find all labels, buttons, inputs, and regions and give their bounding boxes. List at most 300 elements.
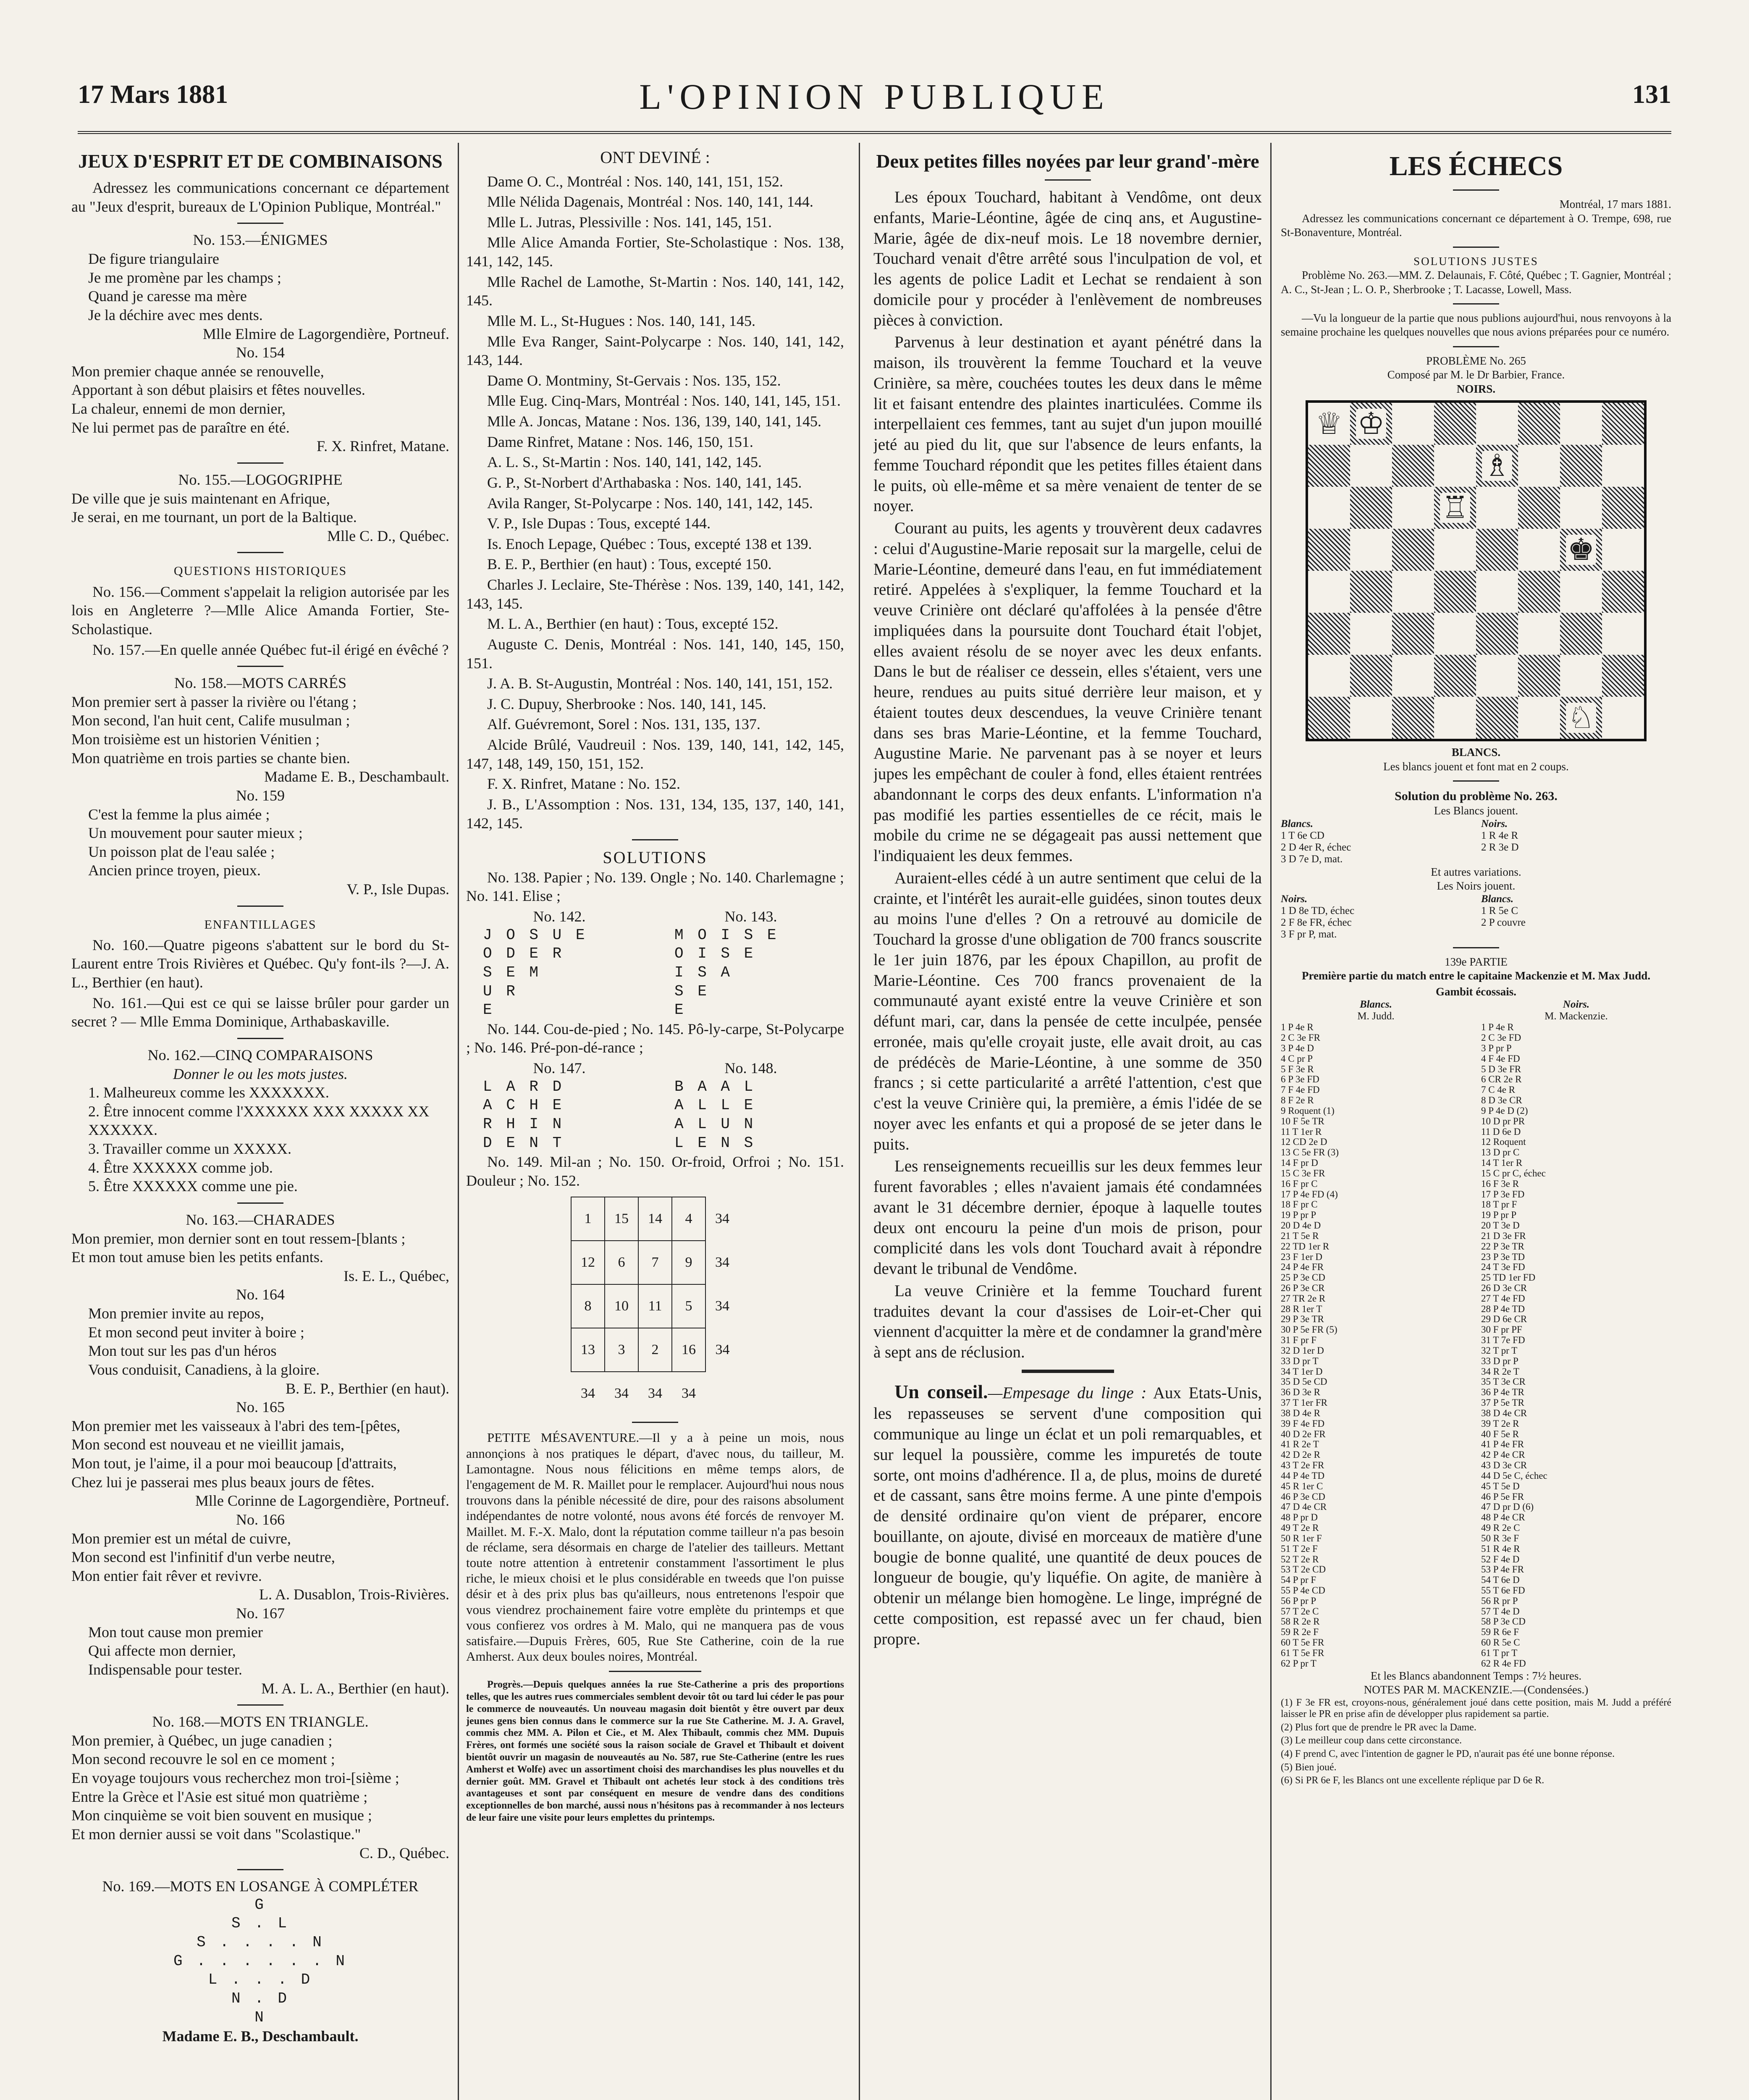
move: 31 F pr F — [1281, 1335, 1316, 1346]
move: 22 P 3e TR — [1481, 1241, 1524, 1252]
move: 24 T 3e FD — [1481, 1262, 1525, 1273]
conseil-body: Aux Etats-Unis, les repasseuses se servent d'une composition qui communique au linge un éclat et un poli remarquables, et sur lequel la poussière, comme les impuretés de toute sorte, ont moins d'adhérence. Il a, de plus, moins de dureté et de cassant, sans être moins ferme. A une pinte d'empois de densité ordinaire qu'on vient de préparer, encore bouillante, on ajoute, divisé en morceaux de matière d'une bougie de bonne qualité, une quantité de deux pouces de longueur de bougie, qu'y liquéfie. On agite, de manière à obtenir un mélange bien homogène. Le linge, imprégné de cette composition, est repassé avec un fer chaud, bien propre. — [873, 1383, 1262, 1648]
solver-entry: Mlle M. L., St-Hugues : Nos. 140, 141, 145. — [487, 312, 755, 329]
solution-label: No. 142. — [533, 908, 586, 925]
solution-columns — [1281, 818, 1671, 830]
chess-board — [1306, 400, 1647, 741]
article-paragraph: Les époux Touchard, habitant à Vendôme, ont deux enfants, Marie-Léontine, âgée de cinq ans, et Augustine-Marie, âgée de dix-neuf mois. Le 18 novembre dernier, Touchard venait d'être arrêté sous l'inculpation de vol, et les agents de police Ladit et Lechat se rendaient à son domicile pour y procéder à l'enlèvement de nombreuses pièces à conviction. — [873, 188, 1262, 329]
verse-line: N — [254, 2008, 266, 2026]
move: 32 D 1er D — [1281, 1345, 1324, 1356]
solution-grid-pair — [466, 907, 844, 1020]
move: 60 T 5e FR — [1281, 1637, 1324, 1648]
move: 10 D pr PR — [1481, 1116, 1525, 1126]
solver-entry: V. P., Isle Dupas : Tous, excepté 144. — [487, 515, 711, 532]
board-square — [1602, 403, 1644, 445]
solution-columns — [1281, 893, 1671, 905]
board-square — [1434, 697, 1476, 739]
column-solvers — [466, 147, 844, 2100]
board-square — [1518, 403, 1560, 445]
solver-entry: Dame O. C., Montréal : Nos. 140, 141, 151, 152. — [487, 173, 783, 190]
move: 3 P pr P — [1481, 1042, 1512, 1053]
board-square — [1350, 571, 1392, 613]
move: 2 R 3e D — [1481, 841, 1519, 853]
move: 46 P 5e FR — [1481, 1491, 1524, 1502]
move: 53 T 2e CD — [1281, 1564, 1326, 1575]
row-sum: 34 — [715, 1342, 730, 1358]
verse-line: Je me promène par les champs ; — [88, 269, 281, 286]
verse-line: Mon premier sert à passer la rivière ou l'étang ; — [71, 693, 357, 710]
board-square — [1560, 487, 1602, 529]
solver-entry: Mlle L. Jutras, Plessiville : Nos. 141, 145, 151. — [487, 213, 772, 231]
separator — [237, 666, 283, 667]
puzzle-author: C. D., Québec. — [359, 1844, 449, 1861]
verse-line: Un poisson plat de l'eau salée ; — [88, 843, 275, 860]
board-square — [1602, 613, 1644, 655]
column-label: Noirs. — [1481, 818, 1508, 830]
puzzle-verse — [88, 1304, 449, 1379]
board-square — [1434, 655, 1476, 697]
magic-cell: 1 — [571, 1197, 605, 1241]
solver-entry: M. L. A., Berthier (en haut) : Tous, excepté 152. — [487, 615, 779, 633]
newspaper-title: L'OPINION PUBLIQUE — [639, 76, 1110, 117]
column-divider — [1270, 143, 1272, 2100]
board-square — [1560, 529, 1602, 571]
puzzle-author: Mlle Corinne de Lagorgendière, Portneuf. — [195, 1492, 449, 1509]
move: 18 F pr C — [1281, 1199, 1318, 1210]
puzzle-heading: No. 154 — [236, 344, 285, 361]
verse-line: Chez lui je passerai mes plus beaux jours de fêtes. — [71, 1473, 375, 1491]
solution-label: No. 148. — [724, 1060, 777, 1077]
solutions-list: Problème No. 263.—MM. Z. Delaunais, F. Côté, Québec ; T. Gagnier, Montréal ; A. C., St-Jean ; L. O. P., Sherbrooke ; T. Lacasse, Lowell, Mass. — [1281, 269, 1671, 296]
column-sum: 34 — [614, 1386, 629, 1402]
board-square — [1308, 487, 1350, 529]
solver-entry: J. B., L'Assomption : Nos. 131, 134, 135, 137, 140, 141, 142, 145. — [466, 795, 844, 832]
move: 8 F 2e R — [1281, 1095, 1314, 1106]
row-sum: 34 — [715, 1211, 729, 1227]
puzzle-author: Madame E. B., Deschambault. — [162, 2028, 359, 2045]
move: 47 D pr D (6) — [1481, 1502, 1534, 1512]
word-row: E — [483, 1001, 495, 1019]
solver-entry: Is. Enoch Lepage, Québec : Tous, excepté 138 et 139. — [487, 535, 812, 552]
white-bishop-icon: ♗ — [1482, 451, 1513, 481]
verse-line: Je la déchire avec mes dents. — [88, 306, 263, 323]
magic-square — [571, 1197, 739, 1415]
column-label: Blancs. — [1481, 893, 1514, 905]
board-square — [1350, 445, 1392, 487]
solution-text: No. 144. Cou-de-pied ; No. 145. Pô-ly-carpe, St-Polycarpe ; No. 146. Pré-pon-dé-rance ; — [466, 1020, 844, 1056]
verse-line: Mon premier, mon dernier sont en tout ressem-[blants ; — [71, 1230, 406, 1247]
column-chess — [1281, 147, 1671, 2100]
move: 18 T pr F — [1481, 1199, 1517, 1210]
move: 1 D 8e TD, échec — [1281, 905, 1355, 916]
solver-entry: Avila Ranger, St-Polycarpe : Nos. 140, 141, 142, 145. — [487, 494, 813, 512]
move: 1 R 4e R — [1481, 830, 1518, 841]
move: 62 R 4e FD — [1481, 1658, 1526, 1669]
move: 56 P pr P — [1281, 1595, 1316, 1606]
verse-line: Vous conduisit, Canadiens, à la gloire. — [88, 1361, 320, 1378]
ad-body: —Il y a à peine un mois, nous annonçions à nos pratiques le départ, d'avec nous, du tailleur, M. Lamontagne. Nous nous félicitions en même temps alors, de l'engagement de M. R. Maillet pour le remplacer. Aujourd'hui nous nous trouvons dans la pénible nécessité de dire, pour des raisons absolument indépendantes de notre volonté, nous avons été forcés de renvoyer M. Maillet. M. F.-X. Malo, dont la réputation comme tailleur n'a pas besoin de réclame, sera désormais en charge de l'atelier des tailleurs. Mettant toute notre attention à entretenir constamment l'assortiment le plus riche, le mieux choisi et le plus considérable en tweeds que l'on puisse désir et à des prix plus bas qu'ailleurs, nous entretenons l'espoir que vous viendrez prochainement faire votre emplète du printemps et que vous confierez vos ordres à M. Malo, qui ne manquera pas de vous satisfaire.—Dupuis Frères, 605, Rue Ste Catherine, coin de la rue Amherst. Aux deux boules noires, Montréal. — [466, 1430, 844, 1664]
section-title: JEUX D'ESPRIT ET DE COMBINAISONS — [78, 150, 443, 172]
board-square — [1308, 529, 1350, 571]
solver-entry: Mlle Eva Ranger, Saint-Polycarpe : Nos. 140, 141, 142, 143, 144. — [466, 333, 844, 369]
column-sum: 34 — [581, 1386, 595, 1402]
solver-entry: Dame Rinfret, Matane : Nos. 146, 150, 151. — [487, 433, 753, 450]
puzzle-author: Mlle C. D., Québec. — [327, 527, 449, 544]
move: 29 D 6e CR — [1481, 1314, 1527, 1325]
move: 14 T 1er R — [1481, 1158, 1523, 1168]
word-row: R H I N — [483, 1115, 564, 1133]
move: 34 R 2e T — [1481, 1366, 1519, 1377]
word-row: L E N S — [674, 1134, 756, 1152]
verse-line: G . . . . . . N — [173, 1952, 348, 1970]
board-square — [1476, 655, 1518, 697]
board-square — [1392, 445, 1434, 487]
word-row: L A R D — [483, 1078, 564, 1095]
move: 13 D pr C — [1481, 1147, 1520, 1158]
ad-paragraph: Progrès.—Depuis quelques années la rue Ste-Catherine a pris des proportions telles, que les autres rues commerciales semblent devoir tôt ou tard lui céder le pas pour le commerce de nouveautés. Un nouveau magasin doit bientôt y être ouvert par deux jeunes gens bien connus dans le commerce sur la rue Ste Catherine. M. J. A. Gravel, commis chez MM. A. Pilon et Cie., et M. Alex Thibault, commis chez MM. Dupuis Frères, ont formés une société sous la raison sociale de Gravel et Thibault et doivent bientôt ouvrir un magasin de nouveautés au No. 587, rue Ste-Catherine (entre les rues Amherst et Wolfe) avec un assortiment choisi des marchandises les plus nouvelles et du dernier goût. MM. Gravel et Thibault ont achetés leur stock à des conditions très avantageuses et sont par conséquent en mesure de vendre dans des conditions exceptionnelles de bon marché, aussi nous n'hésitons pas à recommander à nos lecteurs de leur faire une visite pour leurs emplettes du printemps. — [466, 1679, 844, 1824]
verse-line: S . L — [231, 1915, 290, 1932]
move: 23 P 3e TD — [1481, 1251, 1525, 1262]
verse-line: Mon tout, je l'aime, il a pour moi beaucoup [d'attraits, — [71, 1455, 397, 1472]
move: 45 R 1er C — [1281, 1480, 1323, 1491]
verse-line: Mon tout sur les pas d'un héros — [88, 1342, 277, 1360]
board-square — [1560, 445, 1602, 487]
game-note: (3) Le meilleur coup dans cette circonstance. — [1281, 1735, 1462, 1746]
move: 26 D 3e CR — [1481, 1282, 1527, 1293]
board-square — [1350, 613, 1392, 655]
move: 57 T 4e D — [1481, 1606, 1520, 1617]
solution-text: No. 149. Mil-an ; No. 150. Or-froid, Orfroi ; No. 151. Douleur ; No. 152. — [466, 1153, 844, 1189]
board-square — [1518, 529, 1560, 571]
puzzle-heading: No. 166 — [236, 1511, 285, 1528]
verse-line: 3. Travailler comme un XXXXX. — [88, 1140, 291, 1158]
notes-heading: NOTES PAR M. MACKENZIE.—(Condensées.) — [1364, 1683, 1589, 1696]
magic-cell: 11 — [638, 1284, 672, 1328]
verse-line: Mon quatrième en trois parties se chante bien. — [71, 749, 350, 766]
move: 37 T 1er FR — [1281, 1397, 1327, 1408]
verse-line: 2. Être innocent comme l'XXXXXX XXX XXXXX XX XXXXXX. — [88, 1102, 430, 1139]
solution-text: No. 138. Papier ; No. 139. Ongle ; No. 140. Charlemagne ; No. 141. Elise ; — [466, 869, 844, 905]
separator — [1453, 189, 1499, 191]
separator — [632, 839, 678, 840]
board-square — [1560, 571, 1602, 613]
move: 5 F 3e R — [1281, 1063, 1314, 1074]
move: 26 P 3e CR — [1281, 1282, 1325, 1293]
solution-moves — [1281, 905, 1671, 940]
word-row: S E — [674, 982, 709, 1000]
board-square — [1602, 571, 1644, 613]
move: 31 T 7e FD — [1481, 1335, 1525, 1346]
game-note: (1) F 3e FR est, croyons-nous, généralement joué dans cette position, mais M. Judd a préféré laisser le PR en prise afin de développer plus rapidement sa partie. — [1281, 1697, 1671, 1720]
article-paragraph: Les renseignements recueillis sur les deux femmes leur furent favorables ; elles n'avaient jamais été condamnées avant le 31 décembre dernier, époque à laquelle toutes deux ont encouru la peine d'un mois de prison, pour complicité dans les vols dont Touchard avait à répondre devant le tribunal de Vendôme. — [873, 1157, 1262, 1278]
move: 55 P 4e CD — [1281, 1585, 1325, 1596]
verse-line: La chaleur, ennemi de mon dernier, — [71, 400, 286, 417]
word-row: M O I S E — [674, 926, 779, 944]
column-news — [873, 147, 1262, 2100]
move: 48 P pr D — [1281, 1512, 1318, 1523]
section-heading: SOLUTIONS JUSTES — [1413, 255, 1539, 268]
solvers-title: ONT DEVINÉ : — [600, 148, 710, 167]
move: 30 P 5e FR (5) — [1281, 1324, 1337, 1335]
word-row: I S A — [674, 963, 733, 981]
puzzle-question: No. 161.—Qui est ce qui se laisse brûler pour garder un secret ? — Mlle Emma Dominique, Arthabaskaville. — [71, 994, 449, 1030]
puzzle-instruction: Donner le ou les mots justes. — [173, 1065, 348, 1082]
puzzle-heading: No. 163.—CHARADES — [186, 1211, 335, 1228]
verse-line: 1. Malheureux comme les XXXXXXX. — [88, 1084, 329, 1101]
verse-line: Et mon dernier aussi se voit dans "Scolastique." — [71, 1825, 361, 1843]
move: 1 T 6e CD — [1281, 830, 1324, 841]
white-rook-icon: ♖ — [1440, 493, 1471, 523]
solver-entry: Charles J. Leclaire, Ste-Thérèse : Nos. 139, 140, 141, 142, 143, 145. — [466, 576, 844, 612]
solution-subheading: Les Noirs jouent. — [1437, 879, 1516, 892]
game-note: (4) F prend C, avec l'intention de gagner le PD, n'aurait pas été une bonne réponse. — [1281, 1748, 1615, 1759]
move: 4 F 4e FD — [1481, 1053, 1520, 1064]
verse-line: Mon second recouvre le sol en ce moment ; — [71, 1751, 335, 1768]
puzzle-question: No. 160.—Quatre pigeons s'abattent sur le bord du St-Laurent entre Trois Rivières et Québec. Qu'y font-ils ?—J. A. L., Berthier (en haut). — [71, 936, 449, 991]
puzzle-verse — [71, 1731, 449, 1844]
article-paragraph: Parvenus à leur destination et ayant pénétré dans la maison, ils trouvèrent la femme Touchard et la veuve Crinière, sa mère, couchées toutes les deux dans le même lit et faisant entendre des plaintes inarticulées. Comme ils interpellaient ces femmes, tant au sujet d'un jupon mouillé jeté au pied du lit, que sur l'absence de leurs enfants, la femme Touchard répondit que les petites filles étaient dans le puits, où elle-même et sa mère venaient de tenter de se noyer. — [873, 333, 1262, 515]
article-title: Deux petites filles noyées par leur grand'-mère — [876, 150, 1259, 172]
move: 54 T 6e D — [1481, 1575, 1520, 1586]
chess-title: LES ÉCHECS — [1389, 151, 1563, 181]
separator — [609, 1671, 701, 1672]
move: 58 P 3e CD — [1481, 1616, 1526, 1627]
magic-cell: 14 — [638, 1197, 672, 1241]
move: 44 P 4e TD — [1281, 1470, 1325, 1481]
game-note: (6) Si PR 6e F, les Blancs ont une excellente réplique par D 6e R. — [1281, 1775, 1544, 1786]
board-square — [1560, 613, 1602, 655]
puzzle-author: M. A. L. A., Berthier (en haut). — [261, 1680, 449, 1697]
verse-line: Indispensable pour tester. — [88, 1661, 242, 1678]
separator — [237, 1704, 283, 1706]
move: 27 TR 2e R — [1281, 1293, 1326, 1304]
board-square — [1602, 529, 1644, 571]
word-row: O I S E — [674, 945, 756, 963]
board-square — [1476, 403, 1518, 445]
word-square — [658, 1078, 844, 1153]
separator — [237, 1038, 283, 1039]
board-square — [1350, 403, 1392, 445]
column-label: Blancs. — [1281, 818, 1314, 830]
board-square — [1476, 613, 1518, 655]
board-square — [1392, 655, 1434, 697]
move: 12 Roquent — [1481, 1137, 1526, 1147]
separator — [237, 1869, 283, 1870]
move: 40 D 2e FR — [1281, 1428, 1326, 1439]
board-square — [1434, 445, 1476, 487]
move: 15 C 3e FR — [1281, 1168, 1325, 1179]
solver-entry: A. L. S., St-Martin : Nos. 140, 141, 142, 145. — [487, 454, 762, 471]
move: 54 P pr F — [1281, 1575, 1316, 1586]
player-white: M. Judd. — [1357, 1011, 1395, 1022]
move: 7 F 4e FD — [1281, 1084, 1320, 1095]
move: 43 D 3e CR — [1481, 1460, 1527, 1471]
move: 50 R 1er F — [1281, 1533, 1322, 1544]
article-body — [873, 187, 1262, 1363]
verse-line: Qui affecte mon dernier, — [88, 1642, 236, 1659]
puzzle-verse — [71, 1417, 449, 1492]
board-square — [1476, 487, 1518, 529]
move: 10 F 5e TR — [1281, 1116, 1324, 1126]
magic-cell: 2 — [638, 1328, 672, 1372]
column-label: Blancs. — [1359, 999, 1392, 1011]
board-square — [1476, 529, 1518, 571]
solver-entry: Mlle Rachel de Lamothe, St-Martin : Nos. 140, 141, 142, 145. — [466, 273, 844, 309]
move: 48 P 4e CR — [1481, 1512, 1525, 1523]
move: 19 P pr P — [1481, 1210, 1517, 1221]
board-square — [1602, 655, 1644, 697]
board-square — [1518, 487, 1560, 529]
word-row: A C H E — [483, 1097, 564, 1114]
move: 9 P 4e D (2) — [1481, 1105, 1528, 1116]
verse-line: L . . . D — [208, 1971, 313, 1989]
game-intro: Première partie du match entre le capitaine Mackenzie et M. Max Judd. — [1302, 969, 1651, 982]
board-square — [1392, 529, 1434, 571]
move: 25 P 3e CD — [1281, 1272, 1325, 1283]
board-square — [1476, 697, 1518, 739]
opening-name: Gambit écossais. — [1436, 985, 1516, 998]
move: 35 T 3e CR — [1481, 1376, 1526, 1387]
separator — [1453, 947, 1499, 948]
board-square — [1350, 697, 1392, 739]
magic-cell: 12 — [571, 1241, 605, 1284]
move: 41 R 2e T — [1281, 1439, 1319, 1450]
puzzle-author: V. P., Isle Dupas. — [346, 881, 449, 898]
solver-entry: Dame O. Montminy, St-Gervais : Nos. 135, 152. — [487, 372, 781, 389]
magic-cell: 8 — [571, 1284, 605, 1328]
editor-note: —Vu la longueur de la partie que nous publions aujourd'hui, nous renvoyons à la semaine prochaine les quelques nouvelles que nous avions préparées pour ce numéro. — [1281, 312, 1671, 339]
solver-entry: Alf. Guévremont, Sorel : Nos. 131, 135, 137. — [487, 716, 760, 733]
separator — [237, 462, 283, 464]
puzzle-author: L. A. Dusablon, Trois-Rivières. — [259, 1586, 449, 1603]
board-square — [1392, 613, 1434, 655]
move: 51 R 4e R — [1481, 1543, 1520, 1554]
puzzle-heading: No. 168.—MOTS EN TRIANGLE. — [152, 1713, 369, 1730]
move: 60 R 5e C — [1481, 1637, 1520, 1648]
black-king-icon: ♚ — [1566, 535, 1597, 565]
separator — [632, 1422, 678, 1423]
puzzle-verse — [71, 489, 449, 527]
white-queen-icon: ♕ — [1314, 409, 1345, 439]
move: 29 P 3e TR — [1281, 1314, 1324, 1325]
board-square — [1308, 655, 1350, 697]
column-sum: 34 — [682, 1386, 696, 1402]
move: 2 C 3e FD — [1481, 1032, 1521, 1043]
board-square — [1434, 613, 1476, 655]
move: 40 F 5e R — [1481, 1428, 1519, 1439]
verse-line: Mon premier chaque année se renouvelle, — [71, 362, 324, 380]
solver-entry: Mlle Nélida Dagenais, Montréal : Nos. 140, 141, 144. — [487, 193, 813, 210]
solver-entry: B. E. P., Berthier (en haut) : Tous, excepté 150. — [487, 556, 772, 573]
board-square — [1308, 697, 1350, 739]
move: 16 F 3e R — [1481, 1178, 1519, 1189]
word-row: E — [674, 1001, 686, 1019]
game-heading: 139e PARTIE — [1445, 955, 1508, 968]
word-row: U R — [483, 982, 518, 1000]
move: 24 P 4e FR — [1281, 1262, 1324, 1273]
puzzle-verse — [88, 805, 449, 880]
move: 2 P couvre — [1481, 916, 1526, 928]
move: 32 T pr T — [1481, 1345, 1518, 1356]
player-black: M. Mackenzie. — [1544, 1011, 1608, 1022]
puzzle-author: Is. E. L., Québec, — [344, 1267, 449, 1284]
move: 52 F 4e D — [1481, 1554, 1520, 1564]
move: 44 D 5e C, échec — [1481, 1470, 1547, 1481]
move: 1 P 4e R — [1281, 1022, 1314, 1033]
move: 22 TD 1er R — [1281, 1241, 1329, 1252]
board-square — [1602, 697, 1644, 739]
move: 34 T 1er D — [1281, 1366, 1323, 1377]
board-square — [1392, 571, 1434, 613]
separator — [1045, 179, 1091, 181]
problem-heading: PROBLÈME No. 265 — [1426, 354, 1526, 367]
move: 20 D 4e D — [1281, 1220, 1321, 1231]
separator — [237, 223, 283, 224]
verse-line: Et mon second peut inviter à boire ; — [88, 1323, 304, 1341]
move: 6 P 3e FD — [1281, 1074, 1319, 1085]
move: 28 R 1er T — [1281, 1303, 1322, 1314]
solver-entry: J. C. Dupuy, Sherbrooke : Nos. 140, 141, 145. — [487, 695, 766, 712]
solutions-title: SOLUTIONS — [603, 848, 708, 867]
board-square — [1476, 571, 1518, 613]
magic-cell: 9 — [672, 1241, 705, 1284]
board-label-black: NOIRS. — [1456, 382, 1496, 395]
article-paragraph: Auraient-elles cédé à un autre sentiment que celui de la crainte, et l'intérêt les aurait-elle guidées, sinon toutes deux au moins l'une d'elles ? On a retrouvé au domicile de Touchard la grosse d'une obligation de 700 francs souscrite le 1er juin 1876, par les époux Chapillon, au profit de Marie-Léontine. Ces 700 francs provenaient de la communauté ayant existé entre la veuve Crinière et son défunt mari, car, dans la pensée de cette inculpée, pensée erronée, mais qu'elle croyait juste, elle avait droit, au cas de prédécès de Marie-Léontine, à une somme de 350 francs ; si cette particularité a arrêté l'attention, c'est que c'est la veuve Crinière qui, la première, a émis l'idée de se noyer avec les enfants et qui a proposé de se jeter dans le puits. — [873, 869, 1262, 1153]
move: 53 P 4e FR — [1481, 1564, 1524, 1575]
verse-line: Entre la Grèce et l'Asie est situé mon quatrième ; — [71, 1788, 368, 1805]
puzzle-heading: No. 165 — [236, 1399, 285, 1416]
verse-line: S . . . . N — [197, 1934, 324, 1951]
move: 8 D 3e CR — [1481, 1095, 1522, 1106]
move: 61 T 5e FR — [1281, 1647, 1324, 1658]
game-moves — [1281, 1022, 1671, 1669]
magic-cell: 15 — [605, 1197, 638, 1241]
board-square — [1518, 697, 1560, 739]
board-square — [1308, 571, 1350, 613]
board-square — [1434, 403, 1476, 445]
board-square — [1350, 655, 1392, 697]
verse-line: Mon tout cause mon premier — [88, 1623, 263, 1641]
magic-cell: 3 — [605, 1328, 638, 1372]
move: 14 F pr D — [1281, 1158, 1318, 1168]
separator — [1453, 780, 1499, 782]
puzzle-heading: No. 159 — [236, 787, 285, 804]
magic-cell: 13 — [571, 1328, 605, 1372]
board-square — [1518, 613, 1560, 655]
word-row: B A A L — [674, 1078, 756, 1095]
separator — [1453, 346, 1499, 347]
board-square — [1560, 403, 1602, 445]
move: 42 P 4e CR — [1481, 1449, 1525, 1460]
move: 62 P pr T — [1281, 1658, 1316, 1669]
game-note: (2) Plus fort que de prendre le PR avec la Dame. — [1281, 1722, 1476, 1733]
move: 9 Roquent (1) — [1281, 1105, 1335, 1116]
move: 45 T 5e D — [1481, 1480, 1520, 1491]
puzzle-heading: QUESTIONS HISTORIQUES — [173, 564, 347, 578]
puzzle-author: Madame E. B., Deschambault. — [264, 768, 449, 785]
solvers-list — [466, 172, 844, 833]
problem-author: Composé par M. le Dr Barbier, France. — [1387, 368, 1565, 381]
puzzle-heading: No. 158.—MOTS CARRÉS — [174, 675, 347, 692]
ornament-separator — [1022, 1370, 1114, 1373]
solver-entry: F. X. Rinfret, Matane : No. 152. — [487, 775, 681, 793]
diamond-puzzle — [71, 1896, 449, 2027]
puzzle-heading: No. 169.—MOTS EN LOSANGE À COMPLÉTER — [102, 1878, 419, 1895]
board-square — [1392, 403, 1434, 445]
move: 2 C 3e FR — [1281, 1032, 1320, 1043]
verse-line: G — [254, 1896, 266, 1914]
puzzle-verse — [88, 249, 449, 325]
